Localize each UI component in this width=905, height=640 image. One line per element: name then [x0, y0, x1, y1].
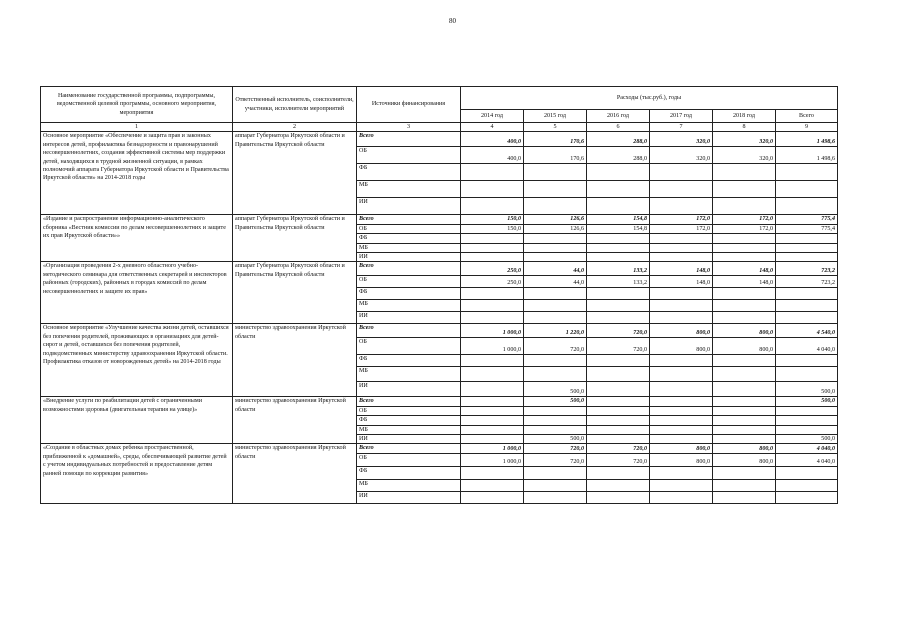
header-year: 2017 год [650, 110, 713, 123]
funding-source: ФБ [357, 416, 461, 425]
table-row [41, 444, 838, 454]
column-index: 8 [713, 123, 776, 132]
funding-source: МБ [357, 480, 461, 492]
amount-cell [713, 435, 776, 444]
amount-cell [713, 480, 776, 492]
amount-cell [650, 253, 713, 262]
total-cell: 1 498,6 [776, 132, 838, 147]
funding-source: МБ [357, 300, 461, 312]
amount-cell [461, 467, 524, 480]
budget-table [40, 86, 838, 504]
amount-cell: 1 000,0 [461, 444, 524, 454]
column-index: 4 [461, 123, 524, 132]
amount-cell [587, 435, 650, 444]
funding-source: Всего [357, 262, 461, 276]
total-cell: 4 040,0 [776, 454, 838, 467]
amount-cell [461, 480, 524, 492]
amount-cell [713, 425, 776, 434]
amount-cell [461, 397, 524, 406]
total-cell [776, 300, 838, 312]
amount-cell [587, 397, 650, 406]
funding-source: ОБ [357, 147, 461, 164]
amount-cell [587, 253, 650, 262]
amount-cell [461, 312, 524, 324]
amount-cell: 133,2 [587, 276, 650, 288]
amount-cell [461, 435, 524, 444]
amount-cell [713, 467, 776, 480]
amount-cell [587, 181, 650, 198]
amount-cell: 500,0 [524, 435, 587, 444]
amount-cell: 150,0 [461, 224, 524, 233]
column-index: 9 [776, 123, 838, 132]
amount-cell [587, 300, 650, 312]
amount-cell [461, 406, 524, 415]
amount-cell [524, 300, 587, 312]
amount-cell: 154,8 [587, 224, 650, 233]
column-index: 7 [650, 123, 713, 132]
funding-source: ИИ [357, 382, 461, 397]
amount-cell [587, 288, 650, 300]
activity-name: «Внедрение услуги по реабилитации детей с ограниченными возможностями здоровья (двигательная терапия на улице)» [41, 397, 233, 444]
funding-source: МБ [357, 181, 461, 198]
amount-cell: 148,0 [713, 276, 776, 288]
amount-cell [713, 397, 776, 406]
table-row [41, 262, 838, 276]
funding-source: ОБ [357, 276, 461, 288]
amount-cell [587, 312, 650, 324]
amount-cell [650, 425, 713, 434]
column-index: 2 [233, 123, 357, 132]
amount-cell [713, 492, 776, 504]
header-year: 2018 год [713, 110, 776, 123]
amount-cell [650, 382, 713, 397]
funding-source: МБ [357, 425, 461, 434]
amount-cell [461, 367, 524, 382]
amount-cell: 44,0 [524, 276, 587, 288]
amount-cell: 172,0 [713, 215, 776, 224]
funding-source: ОБ [357, 406, 461, 415]
amount-cell [461, 382, 524, 397]
amount-cell [713, 164, 776, 181]
amount-cell: 720,0 [587, 324, 650, 338]
amount-cell: 800,0 [650, 444, 713, 454]
amount-cell [713, 198, 776, 215]
header-year: 2016 год [587, 110, 650, 123]
column-index-row [41, 123, 838, 132]
amount-cell [650, 367, 713, 382]
funding-source: ИИ [357, 492, 461, 504]
amount-cell: 500,0 [524, 382, 587, 397]
amount-cell [713, 181, 776, 198]
funding-source: МБ [357, 367, 461, 382]
amount-cell [587, 234, 650, 243]
funding-source: ИИ [357, 198, 461, 215]
amount-cell: 800,0 [650, 454, 713, 467]
amount-cell: 250,0 [461, 262, 524, 276]
amount-cell: 720,0 [524, 454, 587, 467]
total-cell [776, 164, 838, 181]
amount-cell [587, 198, 650, 215]
funding-source: ИИ [357, 435, 461, 444]
total-cell [776, 288, 838, 300]
amount-cell [650, 198, 713, 215]
activity-executor: министерство здравоохранения Иркутской области [233, 324, 357, 397]
total-cell: 500,0 [776, 382, 838, 397]
amount-cell [524, 164, 587, 181]
header-expenses: Расходы (тыс.руб.), годы [461, 87, 838, 110]
amount-cell: 800,0 [713, 444, 776, 454]
amount-cell: 320,0 [713, 132, 776, 147]
amount-cell: 720,0 [524, 444, 587, 454]
amount-cell [461, 492, 524, 504]
amount-cell: 320,0 [650, 132, 713, 147]
amount-cell [650, 435, 713, 444]
amount-cell: 154,8 [587, 215, 650, 224]
amount-cell [587, 480, 650, 492]
amount-cell [587, 355, 650, 367]
amount-cell: 500,0 [524, 397, 587, 406]
amount-cell [713, 382, 776, 397]
total-cell: 4 040,0 [776, 444, 838, 454]
amount-cell: 170,6 [524, 147, 587, 164]
amount-cell [713, 355, 776, 367]
funding-source: ФБ [357, 355, 461, 367]
total-cell: 4 540,0 [776, 324, 838, 338]
amount-cell: 133,2 [587, 262, 650, 276]
total-cell [776, 425, 838, 434]
column-index: 1 [41, 123, 233, 132]
amount-cell [587, 164, 650, 181]
amount-cell [713, 288, 776, 300]
amount-cell: 800,0 [713, 324, 776, 338]
funding-source: Всего [357, 397, 461, 406]
amount-cell [461, 198, 524, 215]
amount-cell: 1 220,0 [524, 324, 587, 338]
activity-executor: аппарат Губернатора Иркутской области и Правительства Иркутской области [233, 215, 357, 262]
amount-cell [587, 467, 650, 480]
amount-cell: 800,0 [650, 338, 713, 355]
amount-cell: 400,0 [461, 132, 524, 147]
activity-name: «Организация проведения 2-х дневного областного учебно-методического семинара для ответственных секретарей и инспекторов районных (городских), районных в городах комиссий по делам несовершеннолетних и защите их прав» [41, 262, 233, 324]
total-cell: 4 040,0 [776, 338, 838, 355]
activity-name: «Создание в областных домах ребенка пространственной, приближенной к «домашней», среды, обеспечивающей развитие детей с учетом индивидуальных потребностей и предоставление детям ранней помощи по коррекции развития» [41, 444, 233, 504]
header-sources: Источники финансирования [357, 87, 461, 123]
page-number: 80 [449, 17, 456, 25]
column-index: 6 [587, 123, 650, 132]
amount-cell [461, 164, 524, 181]
amount-cell [524, 492, 587, 504]
amount-cell [650, 181, 713, 198]
amount-cell: 148,0 [650, 276, 713, 288]
amount-cell [461, 416, 524, 425]
amount-cell [524, 480, 587, 492]
amount-cell: 172,0 [713, 224, 776, 233]
amount-cell: 720,0 [524, 338, 587, 355]
total-cell [776, 480, 838, 492]
table-row [41, 215, 838, 224]
total-cell: 1 498,6 [776, 147, 838, 164]
amount-cell [524, 425, 587, 434]
funding-source: Всего [357, 444, 461, 454]
amount-cell [587, 243, 650, 252]
amount-cell [650, 312, 713, 324]
amount-cell [650, 406, 713, 415]
column-index: 3 [357, 123, 461, 132]
total-cell [776, 253, 838, 262]
amount-cell: 720,0 [587, 454, 650, 467]
amount-cell [650, 397, 713, 406]
amount-cell: 800,0 [713, 454, 776, 467]
header-year: 2015 год [524, 110, 587, 123]
amount-cell [650, 355, 713, 367]
total-cell [776, 198, 838, 215]
amount-cell: 400,0 [461, 147, 524, 164]
total-cell: 775,4 [776, 224, 838, 233]
amount-cell: 288,0 [587, 147, 650, 164]
amount-cell [713, 234, 776, 243]
amount-cell [713, 243, 776, 252]
amount-cell: 170,6 [524, 132, 587, 147]
amount-cell [650, 492, 713, 504]
total-cell [776, 416, 838, 425]
total-cell [776, 355, 838, 367]
amount-cell [713, 312, 776, 324]
activity-executor: министерство здравоохранения Иркутской области [233, 397, 357, 444]
amount-cell [461, 243, 524, 252]
amount-cell: 320,0 [650, 147, 713, 164]
funding-source: ФБ [357, 288, 461, 300]
amount-cell: 720,0 [587, 338, 650, 355]
activity-name: Основное мероприятие «Улучшение качества жизни детей, оставшихся без попечения родителей, проживающих в организациях для детей-сирот и детей, оставшихся без попечения родителей, подведомственных министерству здравоохранения Иркутской области. Профилактика отказов от новорожденных детей» на 2014-2018 годы [41, 324, 233, 397]
amount-cell [713, 406, 776, 415]
total-cell [776, 181, 838, 198]
total-cell: 500,0 [776, 435, 838, 444]
amount-cell [524, 181, 587, 198]
amount-cell: 44,0 [524, 262, 587, 276]
amount-cell: 172,0 [650, 224, 713, 233]
total-cell: 775,4 [776, 215, 838, 224]
amount-cell [713, 367, 776, 382]
funding-source: ИИ [357, 312, 461, 324]
amount-cell [524, 234, 587, 243]
total-cell [776, 467, 838, 480]
amount-cell [650, 467, 713, 480]
amount-cell: 1 000,0 [461, 338, 524, 355]
amount-cell [524, 198, 587, 215]
funding-source: Всего [357, 132, 461, 147]
table-row [41, 397, 838, 406]
funding-source: ОБ [357, 454, 461, 467]
funding-source: ИИ [357, 253, 461, 262]
amount-cell: 148,0 [713, 262, 776, 276]
funding-source: МБ [357, 243, 461, 252]
funding-source: ФБ [357, 467, 461, 480]
amount-cell: 172,0 [650, 215, 713, 224]
amount-cell [524, 312, 587, 324]
amount-cell [461, 253, 524, 262]
amount-cell [524, 355, 587, 367]
activity-executor: аппарат Губернатора Иркутской области и Правительства Иркутской области [233, 132, 357, 215]
table-row [41, 132, 838, 147]
amount-cell [713, 416, 776, 425]
amount-cell [587, 406, 650, 415]
amount-cell: 150,0 [461, 215, 524, 224]
amount-cell [461, 288, 524, 300]
amount-cell [587, 492, 650, 504]
amount-cell [650, 234, 713, 243]
activity-name: Основное мероприятие «Обеспечение и защита прав и законных интересов детей, профилактика безнадзорности и правонарушений несовершеннолетних, создания эффективной системы мер поддержки детей, находящихся в трудной жизненной ситуации, в рамках полномочий аппарата Губернатора Иркутской области и Правительства Иркутской области» на 2014-2018 годы [41, 132, 233, 215]
funding-source: Всего [357, 215, 461, 224]
total-cell [776, 367, 838, 382]
amount-cell [524, 406, 587, 415]
amount-cell [461, 234, 524, 243]
activity-executor: министерство здравоохранения Иркутской области [233, 444, 357, 504]
amount-cell [461, 355, 524, 367]
amount-cell [524, 243, 587, 252]
amount-cell: 320,0 [713, 147, 776, 164]
amount-cell [713, 253, 776, 262]
amount-cell [650, 416, 713, 425]
amount-cell [461, 425, 524, 434]
amount-cell [524, 253, 587, 262]
header-year: 2014 год [461, 110, 524, 123]
amount-cell: 126,6 [524, 215, 587, 224]
total-cell: 500,0 [776, 397, 838, 406]
total-cell [776, 234, 838, 243]
amount-cell [650, 480, 713, 492]
amount-cell: 148,0 [650, 262, 713, 276]
amount-cell [650, 288, 713, 300]
total-cell [776, 406, 838, 415]
amount-cell [587, 425, 650, 434]
amount-cell [524, 288, 587, 300]
amount-cell [524, 467, 587, 480]
total-cell [776, 312, 838, 324]
amount-cell: 250,0 [461, 276, 524, 288]
amount-cell [587, 382, 650, 397]
amount-cell [461, 300, 524, 312]
amount-cell: 1 000,0 [461, 324, 524, 338]
amount-cell [524, 416, 587, 425]
funding-source: ОБ [357, 224, 461, 233]
total-cell: 723,2 [776, 276, 838, 288]
table-row [41, 324, 838, 338]
amount-cell: 800,0 [713, 338, 776, 355]
amount-cell: 720,0 [587, 444, 650, 454]
amount-cell [650, 300, 713, 312]
total-cell [776, 492, 838, 504]
funding-source: Всего [357, 324, 461, 338]
funding-source: ФБ [357, 164, 461, 181]
amount-cell [713, 300, 776, 312]
activity-executor: аппарат Губернатора Иркутской области и Правительства Иркутской области [233, 262, 357, 324]
amount-cell [461, 181, 524, 198]
amount-cell: 126,6 [524, 224, 587, 233]
funding-source: ФБ [357, 234, 461, 243]
total-cell: 723,2 [776, 262, 838, 276]
header-name: Наименование государственной программы, подпрограммы, ведомственной целевой программы, основного мероприятия, мероприятия [41, 87, 233, 123]
amount-cell [650, 243, 713, 252]
activity-name: «Издание и распространение информационно-аналитического сборника «Вестник комиссии по делам несовершеннолетних и защите их прав Иркутской области»» [41, 215, 233, 262]
header-total: Всего [776, 110, 838, 123]
amount-cell [587, 416, 650, 425]
amount-cell: 1 000,0 [461, 454, 524, 467]
amount-cell: 800,0 [650, 324, 713, 338]
total-cell [776, 243, 838, 252]
amount-cell [587, 367, 650, 382]
amount-cell [524, 367, 587, 382]
column-index: 5 [524, 123, 587, 132]
amount-cell: 288,0 [587, 132, 650, 147]
amount-cell [650, 164, 713, 181]
header-executor: Ответственный исполнитель, соисполнители, участники, исполнители мероприятий [233, 87, 357, 123]
funding-source: ОБ [357, 338, 461, 355]
